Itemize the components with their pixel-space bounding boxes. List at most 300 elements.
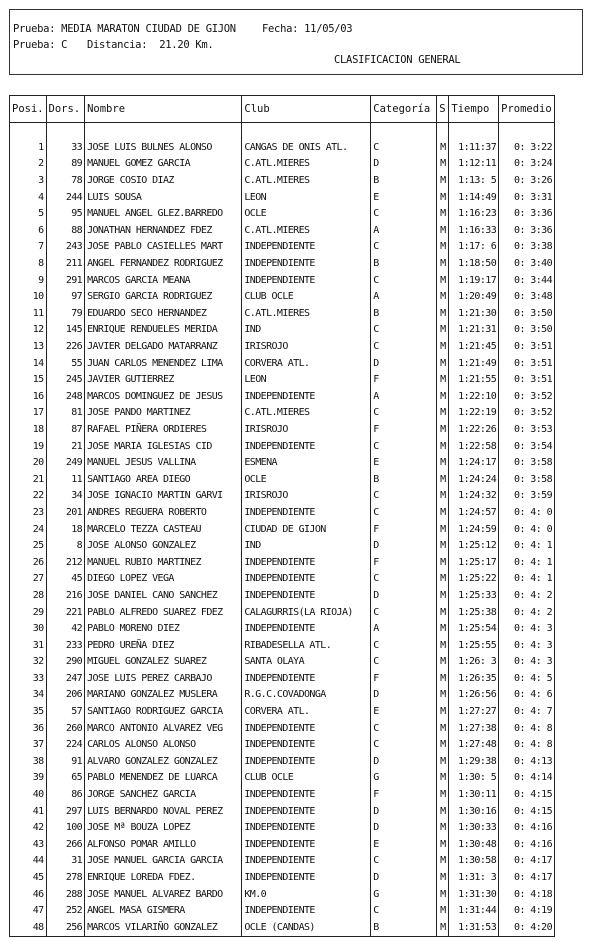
table-row [10, 671, 555, 688]
cell-dorsal: 297 [46, 803, 85, 820]
cell-promedio: 0: 3:44 [499, 272, 555, 289]
cell-sexo: M [437, 870, 449, 887]
cell-tiempo: 1:30:48 [449, 837, 499, 854]
cell-categoria: B [371, 471, 437, 488]
table-header-row [10, 96, 555, 123]
cell-nombre: DIEGO LOPEZ VEGA [85, 571, 242, 588]
cell-posicion: 11 [10, 306, 47, 323]
cell-posicion: 39 [10, 770, 47, 787]
table-row [10, 803, 555, 820]
cell-categoria: E [371, 455, 437, 472]
cell-posicion: 24 [10, 521, 47, 538]
col-header-sexo: S [437, 96, 449, 123]
cell-club: INDEPENDIENTE [242, 438, 371, 455]
cell-sexo: M [437, 737, 449, 754]
cell-categoria: B [371, 256, 437, 273]
table-row [10, 422, 555, 439]
cell-dorsal: 79 [46, 306, 85, 323]
cell-promedio: 0: 4:15 [499, 803, 555, 820]
cell-dorsal: 100 [46, 820, 85, 837]
cell-dorsal: 81 [46, 405, 85, 422]
cell-sexo: M [437, 239, 449, 256]
event-name: Prueba: MEDIA MARATON CIUDAD DE GIJON [13, 23, 236, 35]
cell-club: KM.0 [242, 886, 371, 903]
cell-tiempo: 1:16:33 [449, 223, 499, 240]
table-row [10, 820, 555, 837]
cell-sexo: M [437, 189, 449, 206]
cell-promedio: 0: 3:51 [499, 355, 555, 372]
cell-promedio: 0: 4:17 [499, 870, 555, 887]
cell-nombre: PEDRO UREÑA DIEZ [85, 637, 242, 654]
cell-posicion: 27 [10, 571, 47, 588]
cell-tiempo: 1:24:17 [449, 455, 499, 472]
cell-tiempo: 1:30: 5 [449, 770, 499, 787]
cell-posicion: 13 [10, 339, 47, 356]
cell-club: C.ATL.MIERES [242, 405, 371, 422]
cell-tiempo: 1:31:44 [449, 903, 499, 920]
table-row [10, 289, 555, 306]
cell-posicion: 7 [10, 239, 47, 256]
cell-posicion: 46 [10, 886, 47, 903]
cell-sexo: M [437, 754, 449, 771]
cell-sexo: M [437, 637, 449, 654]
cell-nombre: ENRIQUE LOREDA FDEZ. [85, 870, 242, 887]
cell-club: CLUB OCLE [242, 770, 371, 787]
cell-promedio: 0: 4: 2 [499, 588, 555, 605]
cell-categoria: D [371, 588, 437, 605]
cell-posicion: 35 [10, 704, 47, 721]
cell-tiempo: 1:12:11 [449, 156, 499, 173]
cell-sexo: M [437, 720, 449, 737]
cell-posicion: 33 [10, 671, 47, 688]
cell-tiempo: 1:24:57 [449, 505, 499, 522]
cell-sexo: M [437, 853, 449, 870]
cell-sexo: M [437, 289, 449, 306]
cell-dorsal: 21 [46, 438, 85, 455]
cell-promedio: 0: 4:18 [499, 886, 555, 903]
cell-dorsal: 247 [46, 671, 85, 688]
cell-dorsal: 224 [46, 737, 85, 754]
cell-posicion: 18 [10, 422, 47, 439]
cell-posicion: 2 [10, 156, 47, 173]
cell-dorsal: 245 [46, 372, 85, 389]
table-row [10, 621, 555, 638]
cell-club: C.ATL.MIERES [242, 306, 371, 323]
cell-dorsal: 42 [46, 621, 85, 638]
cell-posicion: 5 [10, 206, 47, 223]
cell-tiempo: 1:25:33 [449, 588, 499, 605]
cell-promedio: 0: 3:50 [499, 306, 555, 323]
cell-posicion: 34 [10, 687, 47, 704]
cell-promedio: 0: 4: 0 [499, 521, 555, 538]
cell-sexo: M [437, 671, 449, 688]
cell-dorsal: 211 [46, 256, 85, 273]
cell-tiempo: 1:22:19 [449, 405, 499, 422]
event-date: Fecha: 11/05/03 [262, 23, 353, 35]
cell-tiempo: 1:19:17 [449, 272, 499, 289]
cell-club: INDEPENDIENTE [242, 837, 371, 854]
cell-promedio: 0: 4: 8 [499, 737, 555, 754]
cell-dorsal: 88 [46, 223, 85, 240]
cell-tiempo: 1:20:49 [449, 289, 499, 306]
cell-categoria: C [371, 438, 437, 455]
cell-posicion: 41 [10, 803, 47, 820]
table-row [10, 704, 555, 721]
table-row [10, 903, 555, 920]
cell-tiempo: 1:21:49 [449, 355, 499, 372]
classification-title: CLASIFICACION GENERAL [334, 54, 461, 66]
cell-tiempo: 1:31:53 [449, 920, 499, 937]
cell-club: INDEPENDIENTE [242, 239, 371, 256]
cell-categoria: C [371, 322, 437, 339]
cell-categoria: B [371, 306, 437, 323]
cell-tiempo: 1:25:54 [449, 621, 499, 638]
cell-club: LEON [242, 372, 371, 389]
cell-promedio: 0: 4:16 [499, 820, 555, 837]
cell-posicion: 48 [10, 920, 47, 937]
cell-nombre: JAVIER GUTIERREZ [85, 372, 242, 389]
cell-nombre: ENRIQUE RENDUELES MERIDA [85, 322, 242, 339]
cell-club: C.ATL.MIERES [242, 156, 371, 173]
cell-promedio: 0: 3:50 [499, 322, 555, 339]
cell-club: IRISROJO [242, 422, 371, 439]
cell-promedio: 0: 3:24 [499, 156, 555, 173]
cell-dorsal: 87 [46, 422, 85, 439]
cell-posicion: 29 [10, 604, 47, 621]
cell-promedio: 0: 4: 3 [499, 621, 555, 638]
cell-sexo: M [437, 322, 449, 339]
cell-sexo: M [437, 920, 449, 937]
cell-club: IND [242, 538, 371, 555]
cell-club: IRISROJO [242, 488, 371, 505]
cell-nombre: JOSE LUIS BULNES ALONSO [85, 140, 242, 157]
cell-dorsal: 201 [46, 505, 85, 522]
cell-dorsal: 288 [46, 886, 85, 903]
cell-tiempo: 1:22:26 [449, 422, 499, 439]
cell-posicion: 21 [10, 471, 47, 488]
cell-club: INDEPENDIENTE [242, 505, 371, 522]
cell-nombre: JOSE DANIEL CANO SANCHEZ [85, 588, 242, 605]
cell-posicion: 25 [10, 538, 47, 555]
cell-sexo: M [437, 372, 449, 389]
cell-nombre: JOSE ALONSO GONZALEZ [85, 538, 242, 555]
cell-posicion: 23 [10, 505, 47, 522]
cell-tiempo: 1:21:31 [449, 322, 499, 339]
cell-promedio: 0: 4: 3 [499, 637, 555, 654]
cell-tiempo: 1:14:49 [449, 189, 499, 206]
cell-promedio: 0: 3:52 [499, 405, 555, 422]
table-row [10, 471, 555, 488]
cell-nombre: JOSE PANDO MARTINEZ [85, 405, 242, 422]
cell-tiempo: 1:31:30 [449, 886, 499, 903]
event-category: Prueba: C [13, 39, 68, 51]
cell-dorsal: 244 [46, 189, 85, 206]
cell-promedio: 0: 3:58 [499, 471, 555, 488]
cell-nombre: MANUEL ANGEL GLEZ.BARREDO [85, 206, 242, 223]
cell-categoria: C [371, 720, 437, 737]
cell-posicion: 40 [10, 787, 47, 804]
cell-club: OCLE [242, 471, 371, 488]
cell-posicion: 26 [10, 554, 47, 571]
cell-sexo: M [437, 256, 449, 273]
table-row [10, 538, 555, 555]
cell-club: INDEPENDIENTE [242, 272, 371, 289]
table-row [10, 355, 555, 372]
cell-categoria: F [371, 422, 437, 439]
cell-nombre: MARIANO GONZALEZ MUSLERA [85, 687, 242, 704]
table-row [10, 206, 555, 223]
table-row [10, 770, 555, 787]
cell-nombre: JORGE COSIO DIAZ [85, 173, 242, 190]
cell-promedio: 0: 3:36 [499, 223, 555, 240]
cell-promedio: 0: 4: 0 [499, 505, 555, 522]
cell-club: INDEPENDIENTE [242, 720, 371, 737]
col-header-club: Club [242, 96, 371, 123]
cell-sexo: M [437, 455, 449, 472]
cell-promedio: 0: 4:16 [499, 837, 555, 854]
table-row [10, 306, 555, 323]
cell-categoria: D [371, 355, 437, 372]
cell-categoria: E [371, 704, 437, 721]
cell-dorsal: 243 [46, 239, 85, 256]
cell-dorsal: 206 [46, 687, 85, 704]
cell-tiempo: 1:26:56 [449, 687, 499, 704]
table-row [10, 571, 555, 588]
cell-nombre: SANTIAGO AREA DIEGO [85, 471, 242, 488]
cell-promedio: 0: 3:52 [499, 389, 555, 406]
cell-categoria: C [371, 571, 437, 588]
cell-sexo: M [437, 803, 449, 820]
cell-club: CALAGURRIS(LA RIOJA) [242, 604, 371, 621]
cell-sexo: M [437, 787, 449, 804]
cell-club: SANTA OLAYA [242, 654, 371, 671]
cell-categoria: B [371, 173, 437, 190]
cell-promedio: 0: 4:17 [499, 853, 555, 870]
cell-categoria: D [371, 156, 437, 173]
cell-sexo: M [437, 704, 449, 721]
table-row [10, 637, 555, 654]
cell-dorsal: 260 [46, 720, 85, 737]
cell-tiempo: 1:17: 6 [449, 239, 499, 256]
table-row [10, 156, 555, 173]
cell-tiempo: 1:24:59 [449, 521, 499, 538]
cell-dorsal: 18 [46, 521, 85, 538]
cell-categoria: D [371, 820, 437, 837]
cell-tiempo: 1:30:11 [449, 787, 499, 804]
cell-sexo: M [437, 206, 449, 223]
cell-categoria: C [371, 488, 437, 505]
cell-club: INDEPENDIENTE [242, 554, 371, 571]
cell-tiempo: 1:13: 5 [449, 173, 499, 190]
cell-tiempo: 1:27:48 [449, 737, 499, 754]
cell-tiempo: 1:31: 3 [449, 870, 499, 887]
cell-tiempo: 1:30:33 [449, 820, 499, 837]
cell-sexo: M [437, 422, 449, 439]
cell-nombre: JOSE MANUEL GARCIA GARCIA [85, 853, 242, 870]
table-row [10, 239, 555, 256]
cell-tiempo: 1:29:38 [449, 754, 499, 771]
cell-posicion: 37 [10, 737, 47, 754]
cell-categoria: C [371, 737, 437, 754]
table-row [10, 438, 555, 455]
cell-sexo: M [437, 339, 449, 356]
cell-sexo: M [437, 687, 449, 704]
table-row [10, 140, 555, 157]
cell-tiempo: 1:30:16 [449, 803, 499, 820]
cell-categoria: A [371, 223, 437, 240]
cell-nombre: ANGEL FERNANDEZ RODRIGUEZ [85, 256, 242, 273]
cell-sexo: M [437, 604, 449, 621]
cell-categoria: C [371, 405, 437, 422]
table-row [10, 272, 555, 289]
cell-promedio: 0: 4: 1 [499, 554, 555, 571]
cell-categoria: F [371, 671, 437, 688]
cell-nombre: SANTIAGO RODRIGUEZ GARCIA [85, 704, 242, 721]
cell-categoria: F [371, 554, 437, 571]
cell-categoria: C [371, 505, 437, 522]
cell-dorsal: 89 [46, 156, 85, 173]
cell-posicion: 31 [10, 637, 47, 654]
cell-tiempo: 1:27:27 [449, 704, 499, 721]
cell-nombre: EDUARDO SECO HERNANDEZ [85, 306, 242, 323]
cell-promedio: 0: 4:14 [499, 770, 555, 787]
cell-dorsal: 95 [46, 206, 85, 223]
cell-sexo: M [437, 588, 449, 605]
cell-categoria: C [371, 903, 437, 920]
cell-dorsal: 11 [46, 471, 85, 488]
cell-sexo: M [437, 505, 449, 522]
cell-dorsal: 248 [46, 389, 85, 406]
cell-posicion: 20 [10, 455, 47, 472]
cell-dorsal: 55 [46, 355, 85, 372]
cell-club: RIBADESELLA ATL. [242, 637, 371, 654]
cell-nombre: MARCELO TEZZA CASTEAU [85, 521, 242, 538]
cell-tiempo: 1:26: 3 [449, 654, 499, 671]
cell-club: INDEPENDIENTE [242, 621, 371, 638]
event-distance: Distancia: 21.20 Km. [87, 39, 214, 51]
cell-promedio: 0: 3:51 [499, 372, 555, 389]
cell-tiempo: 1:25:38 [449, 604, 499, 621]
col-header-dorsal: Dors. [46, 96, 85, 123]
cell-nombre: MANUEL JESUS VALLINA [85, 455, 242, 472]
cell-dorsal: 45 [46, 571, 85, 588]
cell-promedio: 0: 3:26 [499, 173, 555, 190]
cell-nombre: LUIS SOUSA [85, 189, 242, 206]
col-header-promedio: Promedio [499, 96, 555, 123]
col-header-categoria: Categoría [371, 96, 437, 123]
table-row [10, 189, 555, 206]
cell-club: IND [242, 322, 371, 339]
cell-sexo: M [437, 770, 449, 787]
cell-posicion: 10 [10, 289, 47, 306]
cell-posicion: 47 [10, 903, 47, 920]
cell-tiempo: 1:25:12 [449, 538, 499, 555]
cell-sexo: M [437, 903, 449, 920]
cell-tiempo: 1:21:45 [449, 339, 499, 356]
spacer-row [10, 123, 555, 140]
cell-sexo: M [437, 355, 449, 372]
cell-sexo: M [437, 438, 449, 455]
cell-promedio: 0: 4:15 [499, 787, 555, 804]
cell-categoria: G [371, 886, 437, 903]
cell-categoria: F [371, 521, 437, 538]
cell-dorsal: 145 [46, 322, 85, 339]
cell-club: INDEPENDIENTE [242, 389, 371, 406]
cell-dorsal: 266 [46, 837, 85, 854]
cell-posicion: 3 [10, 173, 47, 190]
cell-tiempo: 1:22:10 [449, 389, 499, 406]
cell-categoria: A [371, 621, 437, 638]
cell-dorsal: 278 [46, 870, 85, 887]
cell-nombre: PABLO ALFREDO SUAREZ FDEZ [85, 604, 242, 621]
table-row [10, 505, 555, 522]
cell-nombre: CARLOS ALONSO ALONSO [85, 737, 242, 754]
table-row [10, 837, 555, 854]
cell-sexo: M [437, 156, 449, 173]
cell-posicion: 14 [10, 355, 47, 372]
cell-sexo: M [437, 471, 449, 488]
cell-club: INDEPENDIENTE [242, 754, 371, 771]
header-box [9, 9, 583, 75]
cell-promedio: 0: 4: 7 [499, 704, 555, 721]
cell-nombre: JOSE MARIA IGLESIAS CID [85, 438, 242, 455]
cell-posicion: 32 [10, 654, 47, 671]
col-header-nombre: Nombre [85, 96, 242, 123]
cell-posicion: 36 [10, 720, 47, 737]
table-row [10, 339, 555, 356]
cell-promedio: 0: 4: 5 [499, 671, 555, 688]
cell-categoria: A [371, 289, 437, 306]
col-header-posicion: Posi. [10, 96, 47, 123]
cell-posicion: 43 [10, 837, 47, 854]
cell-tiempo: 1:26:35 [449, 671, 499, 688]
cell-sexo: M [437, 621, 449, 638]
cell-club: INDEPENDIENTE [242, 903, 371, 920]
cell-tiempo: 1:25:55 [449, 637, 499, 654]
cell-sexo: M [437, 389, 449, 406]
cell-dorsal: 33 [46, 140, 85, 157]
cell-club: CORVERA ATL. [242, 355, 371, 372]
cell-categoria: C [371, 272, 437, 289]
cell-posicion: 45 [10, 870, 47, 887]
results-body [10, 123, 555, 937]
cell-club: IRISROJO [242, 339, 371, 356]
cell-promedio: 0: 3:58 [499, 455, 555, 472]
cell-sexo: M [437, 554, 449, 571]
cell-promedio: 0: 3:53 [499, 422, 555, 439]
cell-categoria: B [371, 920, 437, 937]
cell-categoria: D [371, 803, 437, 820]
cell-sexo: M [437, 571, 449, 588]
cell-posicion: 8 [10, 256, 47, 273]
cell-categoria: C [371, 637, 437, 654]
cell-club: INDEPENDIENTE [242, 588, 371, 605]
cell-dorsal: 249 [46, 455, 85, 472]
cell-sexo: M [437, 886, 449, 903]
cell-promedio: 0: 3:48 [499, 289, 555, 306]
cell-posicion: 22 [10, 488, 47, 505]
cell-nombre: MARCO ANTONIO ALVAREZ VEG [85, 720, 242, 737]
cell-promedio: 0: 4:20 [499, 920, 555, 937]
cell-dorsal: 65 [46, 770, 85, 787]
cell-nombre: JAVIER DELGADO MATARRANZ [85, 339, 242, 356]
cell-posicion: 38 [10, 754, 47, 771]
cell-nombre: JOSE LUIS PEREZ CARBAJO [85, 671, 242, 688]
table-row [10, 886, 555, 903]
cell-club: INDEPENDIENTE [242, 671, 371, 688]
cell-nombre: JOSE IGNACIO MARTIN GARVI [85, 488, 242, 505]
cell-posicion: 4 [10, 189, 47, 206]
